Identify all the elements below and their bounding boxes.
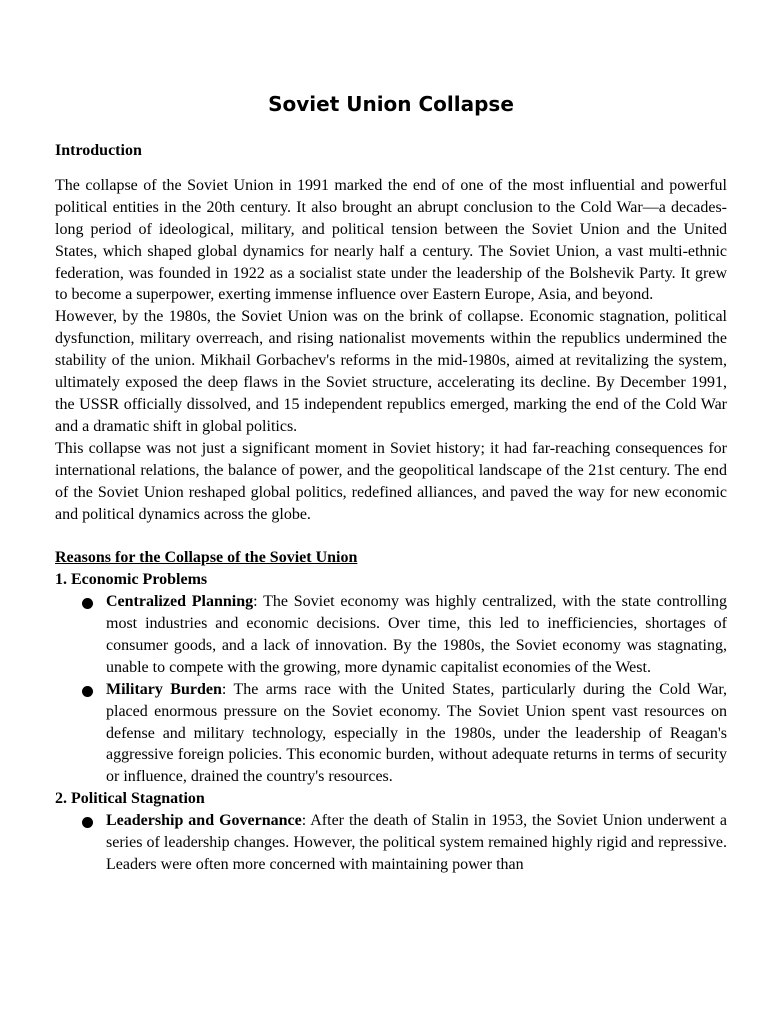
bullet-icon [82, 598, 93, 609]
list-item [55, 679, 727, 789]
list-item [55, 810, 727, 876]
introduction-paragraph: However, by the 1980s, the Soviet Union was on the brink of collapse. Economic stagnation, political dysfunction, military overreach, and rising nationalist movements within the republics undermined the stability of the union. Mikhail Gorbachev's reforms in the mid-1980s, aimed at revitalizing the system, ultimately exposed the deep flaws in the Soviet structure, accelerating its decline. By December 1991, the USSR officially dissolved, and 15 independent republics emerged, marking the end of the Cold War and a dramatic shift in global politics. [55, 308, 727, 435]
section-heading-economic: 1. Economic Problems [55, 571, 208, 589]
introduction-paragraph: This collapse was not just a significant moment in Soviet history; it had far-reaching consequences for international relations, the balance of power, and the geopolitical landscape of the 21st century. The end of the Soviet Union reshaped global politics, redefined alliances, and paved the way for new economic and political dynamics across the globe. [55, 439, 727, 523]
economic-bullet-list [55, 591, 727, 788]
bullet-term: Military Burden [106, 680, 222, 698]
bullet-term: Leadership and Governance [106, 812, 302, 830]
bullet-text: : The arms race with the United States, particularly during the Cold War, placed enormous pressure on the Soviet economy. The Soviet Union spent vast resources on defense and military technology, especially in the 1980s, under the leadership of Reagan's aggressive foreign policies. This economic burden, without adequate returns in terms of security or influence, drained the country's resources. [106, 680, 728, 786]
document-title: Soviet Union Collapse [268, 92, 514, 116]
document-body [55, 140, 727, 876]
list-item [55, 591, 727, 679]
bullet-icon [82, 817, 93, 828]
section-heading-political: 2. Political Stagnation [55, 790, 205, 808]
introduction-heading: Introduction [55, 142, 142, 159]
blank-line [55, 525, 727, 547]
bullet-text: : The Soviet economy was highly centralized, with the state controlling most industries and economic decisions. Over time, this led to inefficiencies, shortages of consumer goods, and a lack of innovation. By the 1980s, the Soviet economy was stagnating, unable to compete with the growing, more dynamic capitalist economies of the West. [106, 593, 727, 676]
introduction-paragraph: The collapse of the Soviet Union in 1991 marked the end of one of the most influential and powerful political entities in the 20th century. It also brought an abrupt conclusion to the Cold War—a decades-long period of ideological, military, and political tension between the Soviet Union and the United States, which shaped global dynamics for nearly half a century. The Soviet Union, a vast multi-ethnic federation, was founded in 1922 as a socialist state under the leadership of the Bolshevik Party. It grew to become a superpower, exerting immense influence over Eastern Europe, Asia, and beyond. [55, 176, 727, 304]
reasons-heading: Reasons for the Collapse of the Soviet Union [55, 549, 358, 567]
bullet-term: Centralized Planning [106, 593, 254, 611]
bullet-icon [82, 686, 93, 697]
bullet-text: : After the death of Stalin in 1953, the Soviet Union underwent a series of leadership changes. However, the political system remained highly rigid and repressive. Leaders were often more concerned with maintaining power than [106, 812, 727, 873]
political-bullet-list [55, 810, 727, 876]
